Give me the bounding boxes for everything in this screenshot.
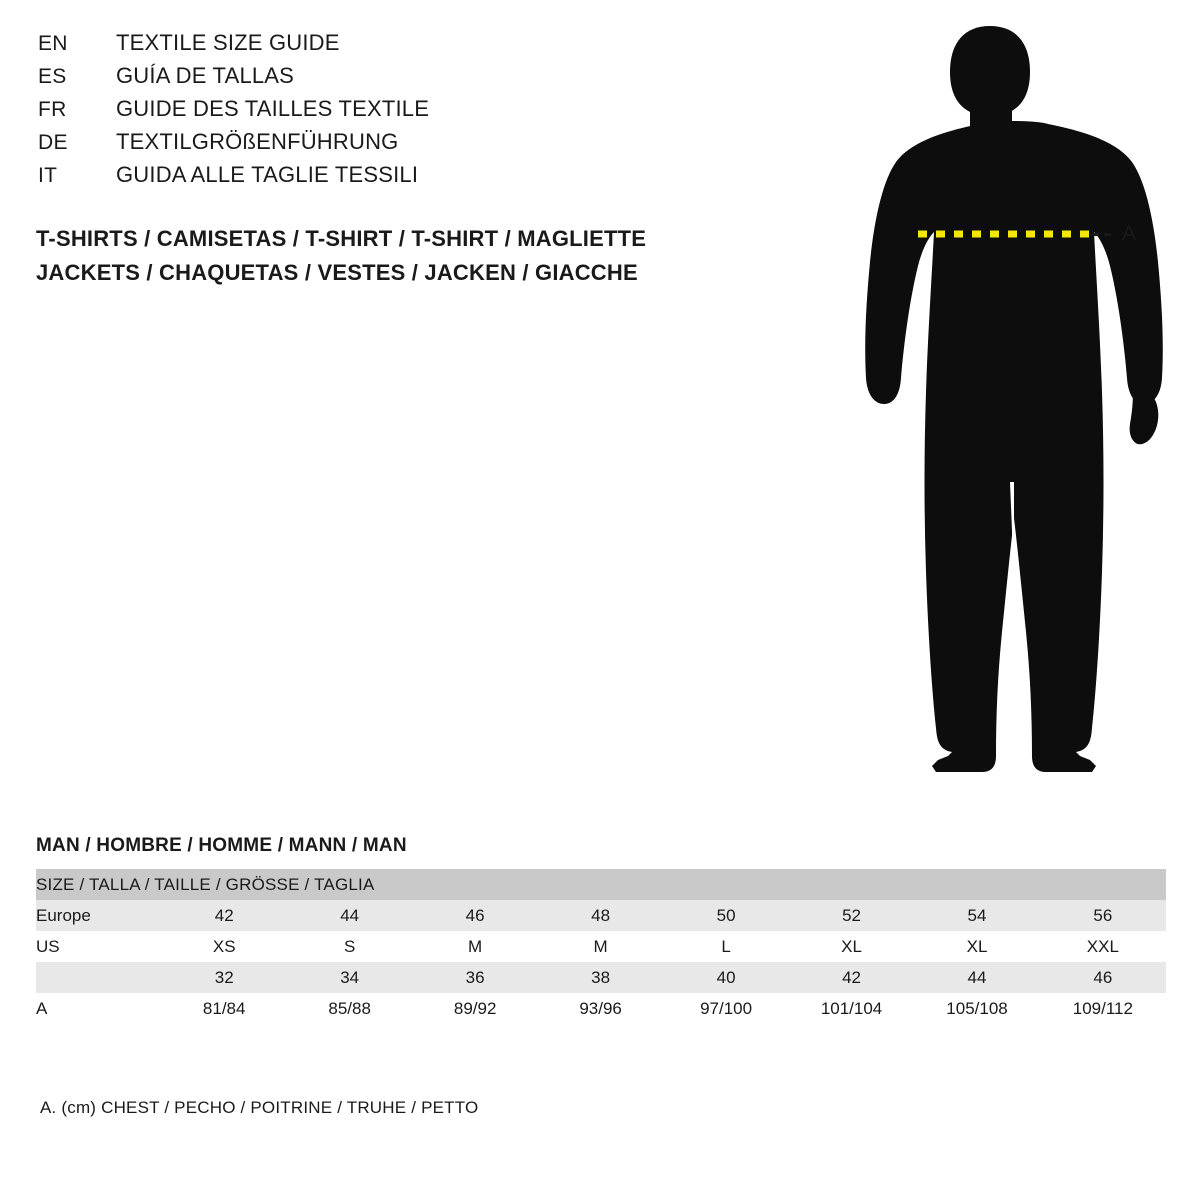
table-row [36,900,1166,931]
cell-a-4: 93/96 [538,993,663,1024]
cell-europe-4: 48 [538,900,663,931]
cell-us-2: S [287,931,412,962]
language-text-de: TEXTILGRÖßENFÜHRUNG [116,129,399,154]
language-list [38,30,758,195]
cell-europe-5: 50 [663,900,788,931]
category-list [36,222,796,290]
language-code-de: DE [38,131,68,154]
language-code-es: ES [38,65,67,88]
language-text-fr: GUIDE DES TAILLES TEXTILE [116,96,430,121]
size-table-section [36,835,1166,1024]
cell-numeric-5: 40 [663,962,788,993]
cell-numeric-2: 34 [287,962,412,993]
cell-a-2: 85/88 [287,993,412,1024]
cell-us-8: XXL [1040,931,1166,962]
cell-a-7: 105/108 [914,993,1039,1024]
male-silhouette-figure [800,12,1190,802]
measure-leader-dash [1092,233,1116,236]
row-label-numeric [36,962,161,993]
table-heading: MAN / HOMBRE / HOMME / MANN / MAN [36,835,407,856]
language-text-en: TEXTILE SIZE GUIDE [116,30,340,55]
language-text-it: GUIDA ALLE TAGLIE TESSILI [116,162,419,187]
language-code-en: EN [38,32,68,55]
row-label-us: US [36,931,161,962]
language-row-de [38,129,758,162]
cell-europe-1: 42 [161,900,286,931]
cell-numeric-7: 44 [914,962,1039,993]
cell-europe-6: 52 [789,900,914,931]
language-code-fr: FR [38,98,67,121]
cell-numeric-6: 42 [789,962,914,993]
cell-a-6: 101/104 [789,993,914,1024]
cell-us-6: XL [789,931,914,962]
cell-a-5: 97/100 [663,993,788,1024]
cell-europe-2: 44 [287,900,412,931]
table-row [36,962,1166,993]
cell-us-7: XL [914,931,1039,962]
cell-us-3: M [412,931,537,962]
cell-a-3: 89/92 [412,993,537,1024]
language-text-es: GUÍA DE TALLAS [116,63,295,88]
cell-us-1: XS [161,931,286,962]
cell-europe-8: 56 [1040,900,1166,931]
language-row-it [38,162,758,195]
cell-numeric-3: 36 [412,962,537,993]
cell-europe-3: 46 [412,900,537,931]
cell-us-5: L [663,931,788,962]
table-row [36,993,1166,1024]
language-code-it: IT [38,164,58,187]
size-table [36,869,1166,1024]
table-title-row [36,869,1166,900]
cell-a-1: 81/84 [161,993,286,1024]
row-label-a: A [36,993,161,1024]
table-title-cell: SIZE / TALLA / TAILLE / GRÖSSE / TAGLIA [36,869,1166,900]
category-jackets: JACKETS / CHAQUETAS / VESTES / JACKEN / GIACCHE [36,260,638,285]
cell-numeric-4: 38 [538,962,663,993]
cell-numeric-8: 46 [1040,962,1166,993]
table-row [36,931,1166,962]
language-row-fr [38,96,758,129]
cell-us-4: M [538,931,663,962]
language-row-en [38,30,758,63]
cell-numeric-1: 32 [161,962,286,993]
row-label-europe: Europe [36,900,161,931]
measure-label-a: A [1122,222,1137,245]
category-tshirts: T-SHIRTS / CAMISETAS / T-SHIRT / T-SHIRT / MAGLIETTE [36,226,647,251]
silhouette-icon [800,12,1190,802]
language-row-es [38,63,758,96]
table-footnote: A. (cm) CHEST / PECHO / POITRINE / TRUHE / PETTO [40,1098,479,1117]
cell-a-8: 109/112 [1040,993,1166,1024]
cell-europe-7: 54 [914,900,1039,931]
